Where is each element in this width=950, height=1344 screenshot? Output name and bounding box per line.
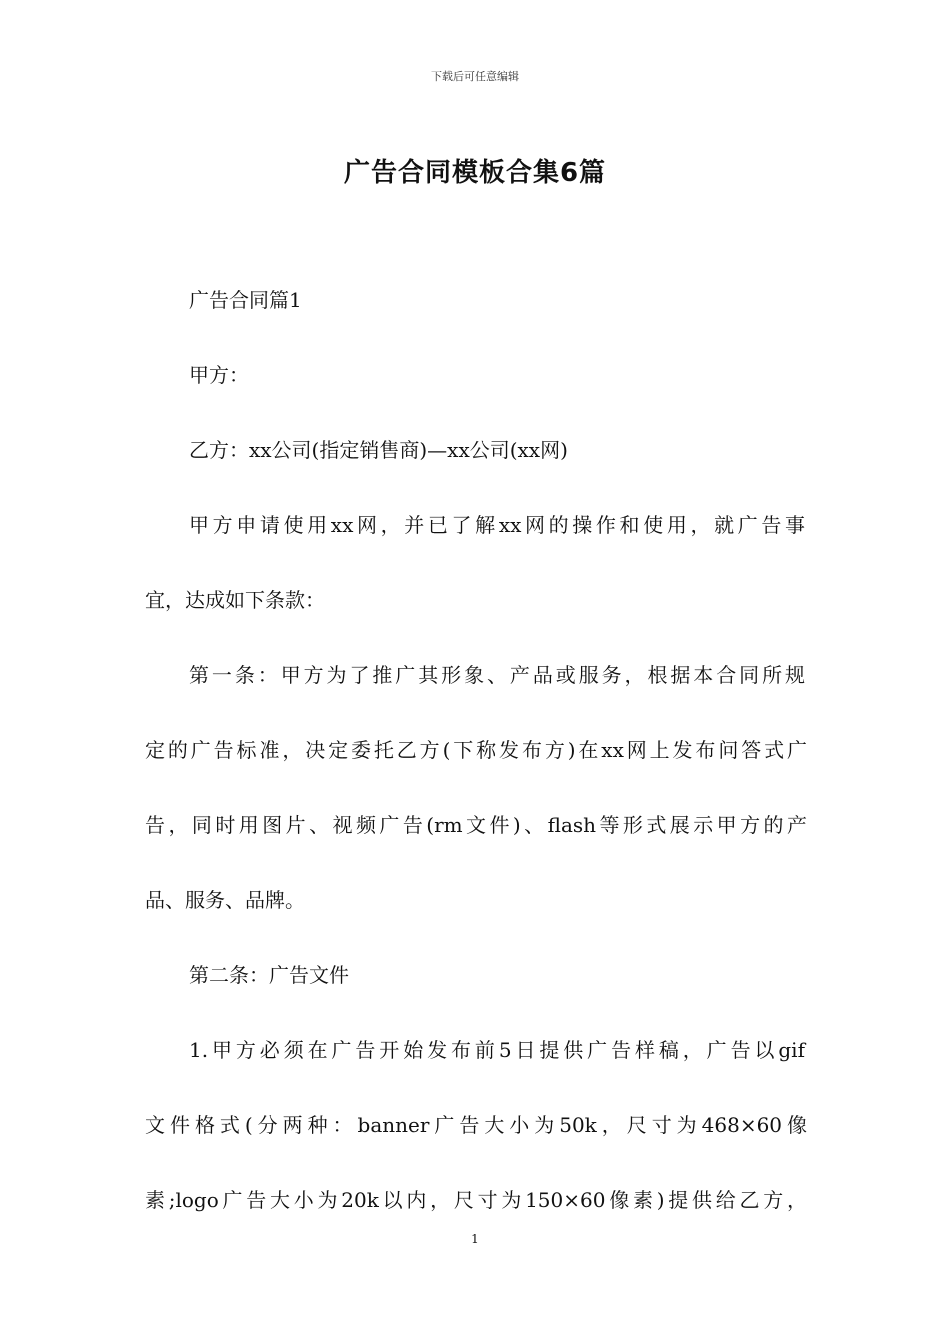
paragraph-line: 宜，达成如下条款： — [145, 588, 325, 612]
section-heading: 广告合同篇1 — [189, 288, 302, 312]
paragraph-line: 定的广告标准，决定委托乙方(下称发布方)在xx网上发布问答式广 — [145, 738, 807, 762]
page-number: 1 — [471, 1232, 479, 1246]
party-b-line: 乙方：xx公司(指定销售商)—xx公司(xx网) — [189, 438, 568, 462]
paragraph-line: 素;logo广告大小为20k以内，尺寸为150×60像素)提供给乙方， — [145, 1188, 807, 1212]
paragraph-line: 1.甲方必须在广告开始发布前5日提供广告样稿，广告以gif — [189, 1038, 805, 1062]
paragraph-line: 品、服务、品牌。 — [145, 888, 305, 912]
paragraph-line: 第一条：甲方为了推广其形象、产品或服务，根据本合同所规 — [189, 663, 805, 687]
header-note: 下载后可任意编辑 — [431, 70, 519, 83]
paragraph-line: 告，同时用图片、视频广告(rm文件)、flash等形式展示甲方的产 — [145, 813, 807, 837]
clause-heading: 第二条：广告文件 — [189, 963, 349, 987]
paragraph-line: 文件格式(分两种：banner广告大小为50k，尺寸为468×60像 — [145, 1113, 807, 1137]
document-title: 广告合同模板合集6篇 — [343, 158, 607, 188]
party-a-line: 甲方： — [189, 363, 249, 387]
paragraph-line: 甲方申请使用xx网，并已了解xx网的操作和使用，就广告事 — [189, 513, 805, 537]
